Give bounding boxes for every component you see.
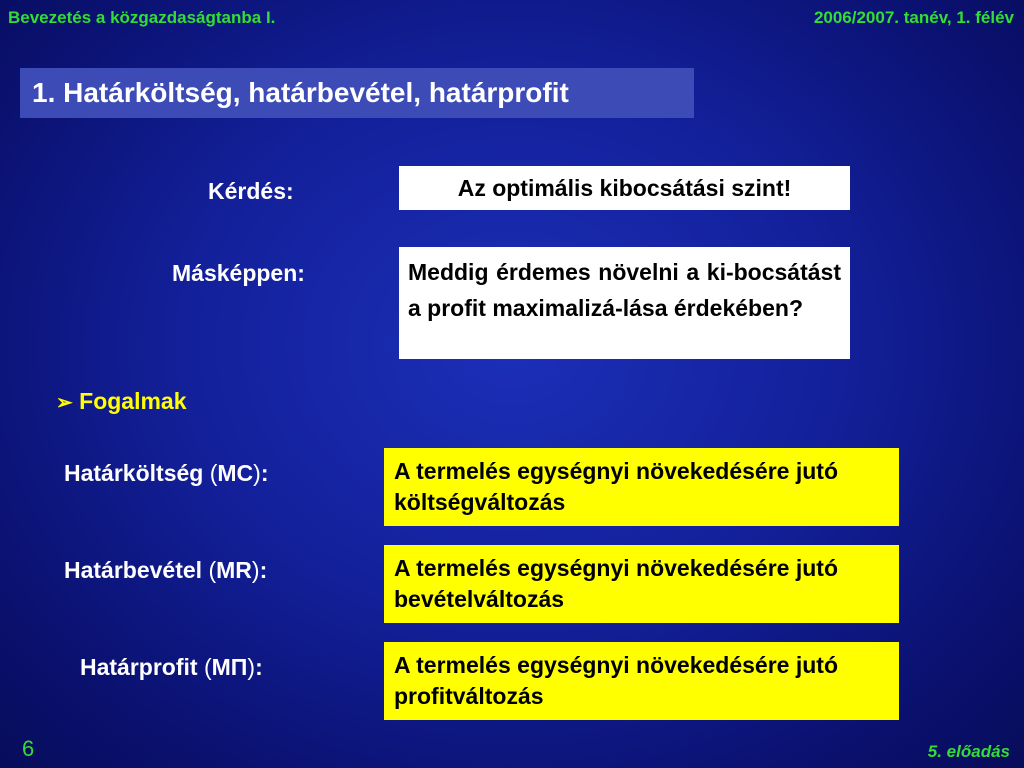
concept-label-mpi: Határprofit (MΠ): [80,654,263,680]
concept-definition-mpi: A termelés egységnyi növekedésére jutó profitváltozás [384,642,899,720]
paren-close: ) [247,654,256,680]
paren-open: ( [203,654,212,680]
paren-open: ( [208,557,217,583]
concepts-heading [56,388,187,415]
question-answer-box: Az optimális kibocsátási szint! [399,166,850,210]
question-label: Kérdés: [208,178,294,204]
concepts-heading-label: Fogalmak [79,388,187,414]
term-label: 2006/2007. tanév, 1. félév [813,8,1014,27]
concept-term: Határprofit [80,654,198,680]
concept-abbr: MΠ [211,654,248,680]
concept-definition-mr: A termelés egységnyi növekedésére jutó bevételváltozás [384,545,899,623]
otherwise-label: Másképpen: [172,260,305,286]
concept-term: Határköltség [64,460,204,486]
paren-close: ) [251,557,260,583]
concept-abbr: MR [216,557,252,583]
concept-abbr: MC [217,460,254,486]
concept-term: Határbevétel [64,557,203,583]
paren-close: ) [253,460,261,486]
slide-title: 1. Határköltség, határbevétel, határprofit [20,68,694,118]
otherwise-text-box: Meddig érdemes növelni a ki-bocsátást a profit maximalizá-lása érdekében? [399,247,850,359]
arrow-bullet-icon: ➢ [56,392,73,414]
concept-definition-mc: A termelés egységnyi növekedésére jutó költségváltozás [384,448,899,526]
page-number: 6 [22,736,35,761]
paren-open: ( [209,460,218,486]
concept-label-mc: Határköltség (MC): [64,460,269,486]
lecture-label: 5. előadás [927,742,1010,761]
course-title: Bevezetés a közgazdaságtanba I. [8,8,276,27]
concept-label-mr: Határbevétel (MR): [64,557,268,583]
